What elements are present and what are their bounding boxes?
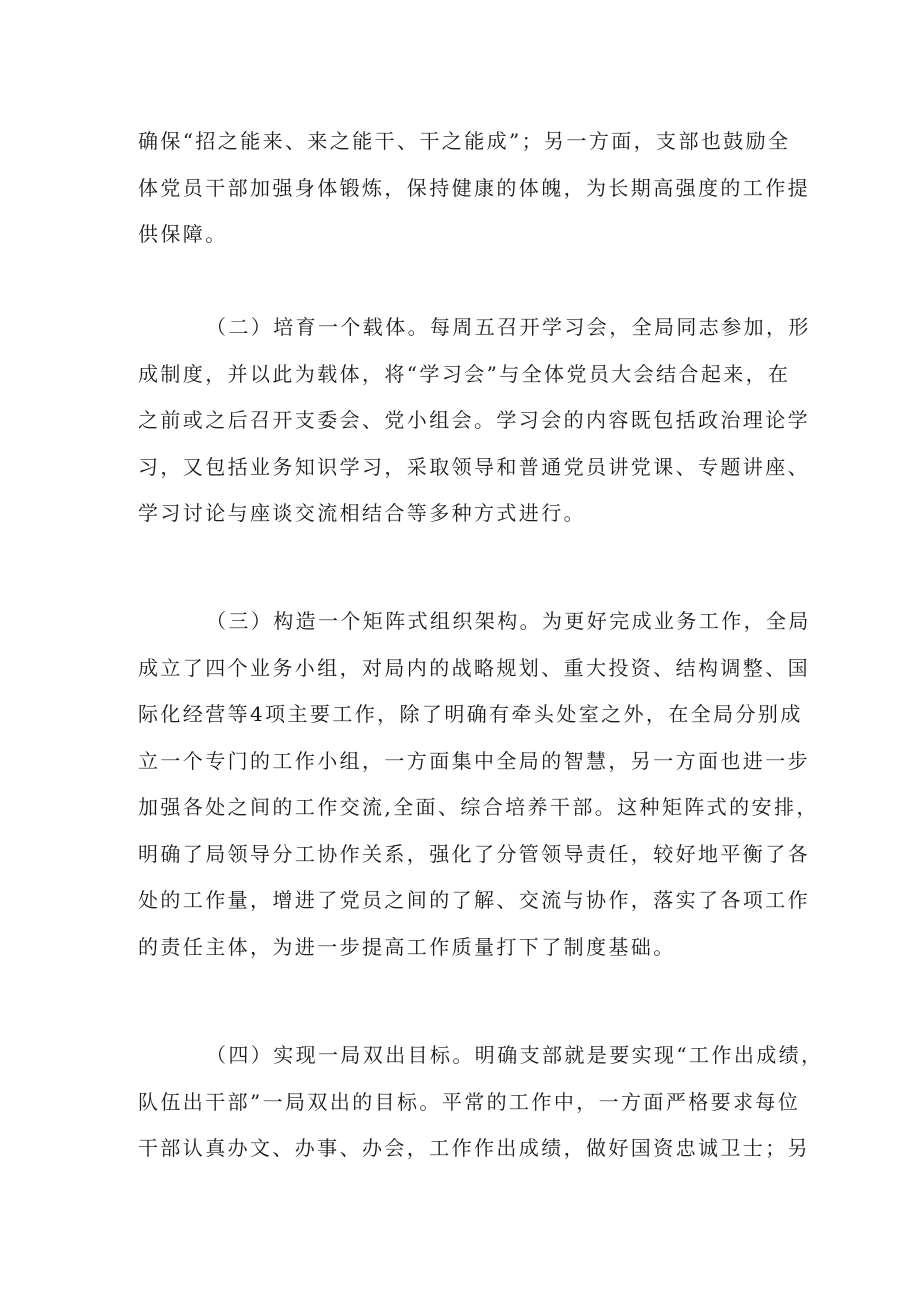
text-line: 加强各处之间的工作交流,全面、综合培养干部。这种矩阵式的安排，	[138, 795, 819, 819]
text-line: （四）实现一局双出目标。明确支部就是要实现“工作出成绩，	[206, 1043, 824, 1067]
text-line: 际化经营等4项主要工作，除了明确有牵头处室之外，在全局分别成	[138, 702, 803, 726]
text-line: 学习讨论与座谈交流相结合等多种方式进行。	[138, 501, 586, 525]
paragraph-section-2	[138, 304, 811, 537]
text-line: 供保障。	[138, 222, 228, 246]
paragraph-continuation	[138, 118, 810, 258]
text-line: 处的工作量，增进了党员之间的了解、交流与协作，落实了各项工作	[138, 888, 810, 912]
text-line: 队伍出干部”一局双出的目标。平常的工作中，一方面严格要求每位	[138, 1089, 801, 1114]
text-line: （二）培育一个载体。每周五召开学习会，全局同志参加，形	[206, 315, 811, 339]
text-line: 习，又包括业务知识学习，采取领导和普通党员讲党课、专题讲座、	[138, 454, 810, 479]
paragraph-section-3	[138, 598, 819, 970]
text-line: 明确了局领导分工协作关系，强化了分管领导责任，较好地平衡了各	[138, 841, 810, 866]
text-line: 确保“招之能来、来之能干、干之能成”；另一方面，支部也鼓励全	[138, 129, 791, 153]
text-line: 成制度，并以此为载体，将“学习会”与全体党员大会结合起来，在	[138, 361, 791, 386]
text-line: 体党员干部加强身体锻炼，保持健康的体魄，为长期高强度的工作提	[138, 175, 810, 200]
text-line: 干部认真办文、办事、办会，工作作出成绩，做好国资忠诚卫士；另	[138, 1136, 810, 1160]
paragraph-section-4	[138, 1032, 824, 1172]
text-line: 成立了四个业务小组，对局内的战略规划、重大投资、结构调整、国	[138, 655, 810, 680]
text-line: 的责任主体，为进一步提高工作质量打下了制度基础。	[138, 934, 676, 959]
text-line: （三）构造一个矩阵式组织架构。为更好完成业务工作，全局	[206, 609, 811, 633]
text-line: 之前或之后召开支委会、党小组会。学习会的内容既包括政治理论学	[138, 408, 810, 432]
text-line: 立一个专门的工作小组，一方面集中全局的智慧，另一方面也进一步	[138, 748, 810, 773]
